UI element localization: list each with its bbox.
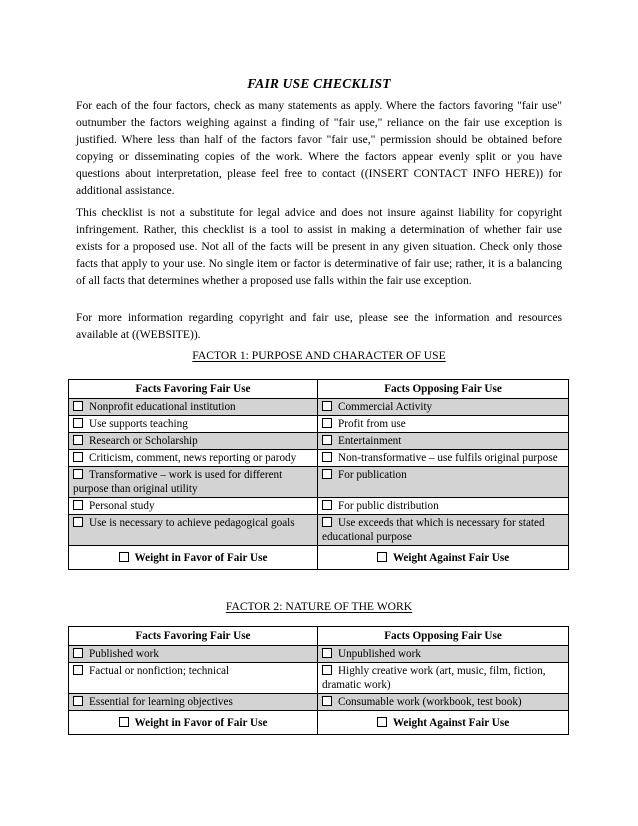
favoring-item[interactable]	[69, 663, 318, 694]
favoring-item[interactable]	[69, 515, 318, 546]
opposing-item[interactable]	[318, 433, 569, 450]
table-row	[69, 663, 569, 694]
opposing-item[interactable]	[318, 450, 569, 467]
favoring-item[interactable]	[69, 450, 318, 467]
favoring-column-header: Facts Favoring Fair Use	[69, 627, 318, 646]
checkbox-icon[interactable]	[73, 469, 83, 479]
item-label: Highly creative work (art, music, film, fiction, dramatic work)	[322, 665, 546, 691]
item-label: Use supports teaching	[89, 418, 188, 430]
checkbox-icon[interactable]	[322, 517, 332, 527]
opposing-item[interactable]	[318, 694, 569, 711]
checkbox-icon[interactable]	[322, 435, 332, 445]
checkbox-icon[interactable]	[73, 517, 83, 527]
checkbox-icon[interactable]	[322, 418, 332, 428]
item-label: Unpublished work	[338, 648, 421, 660]
document-title: FAIR USE CHECKLIST	[247, 76, 391, 91]
item-label: Commercial Activity	[338, 401, 433, 413]
table-header-row	[69, 627, 569, 646]
factor1-heading: FACTOR 1: PURPOSE AND CHARACTER OF USE	[192, 349, 446, 362]
checkbox-icon[interactable]	[73, 696, 83, 706]
item-label: Use is necessary to achieve pedagogical goals	[89, 517, 295, 529]
table-header-row	[69, 380, 569, 399]
item-label: Use exceeds that which is necessary for stated educational purpose	[322, 517, 545, 543]
opposing-item[interactable]	[318, 467, 569, 498]
favoring-item[interactable]	[69, 498, 318, 515]
weight-row	[69, 546, 569, 570]
item-label: Transformative – work is used for different purpose than original utility	[73, 469, 283, 495]
favoring-item[interactable]	[69, 416, 318, 433]
opposing-item[interactable]	[318, 646, 569, 663]
item-label: Entertainment	[338, 435, 402, 447]
opposing-item[interactable]	[318, 399, 569, 416]
table-row	[69, 399, 569, 416]
checkbox-icon[interactable]	[73, 435, 83, 445]
item-label: Essential for learning objectives	[89, 696, 233, 708]
weight-against-cell[interactable]	[318, 546, 569, 570]
item-label: Research or Scholarship	[89, 435, 198, 447]
checkbox-icon[interactable]	[377, 717, 387, 727]
checkbox-icon[interactable]	[322, 665, 332, 675]
favoring-item[interactable]	[69, 467, 318, 498]
factor2-heading: FACTOR 2: NATURE OF THE WORK	[225, 600, 413, 613]
checkbox-icon[interactable]	[322, 648, 332, 658]
weight-against-label: Weight Against Fair Use	[392, 552, 510, 564]
table-row	[69, 646, 569, 663]
checkbox-icon[interactable]	[73, 401, 83, 411]
checkbox-icon[interactable]	[322, 452, 332, 462]
opposing-item[interactable]	[318, 663, 569, 694]
weight-against-label: Weight Against Fair Use	[392, 717, 510, 729]
checkbox-icon[interactable]	[322, 469, 332, 479]
checkbox-icon[interactable]	[73, 500, 83, 510]
table-row	[69, 498, 569, 515]
item-label: Nonprofit educational institution	[89, 401, 236, 413]
item-label: Criticism, comment, news reporting or parody	[89, 452, 297, 464]
factor1-table	[68, 379, 569, 570]
table-row	[69, 694, 569, 711]
table-row	[69, 450, 569, 467]
checkbox-icon[interactable]	[322, 696, 332, 706]
checkbox-icon[interactable]	[377, 552, 387, 562]
checkbox-icon[interactable]	[119, 717, 129, 727]
weight-favor-label: Weight in Favor of Fair Use	[134, 552, 268, 564]
favoring-column-header: Facts Favoring Fair Use	[69, 380, 318, 399]
item-label: For public distribution	[338, 500, 439, 512]
favoring-item[interactable]	[69, 399, 318, 416]
favoring-item[interactable]	[69, 433, 318, 450]
item-label: Factual or nonfiction; technical	[89, 665, 230, 677]
opposing-column-header: Facts Opposing Fair Use	[318, 627, 569, 646]
opposing-item[interactable]	[318, 416, 569, 433]
opposing-column-header: Facts Opposing Fair Use	[318, 380, 569, 399]
opposing-item[interactable]	[318, 498, 569, 515]
item-label: Personal study	[89, 500, 155, 512]
item-label: For publication	[338, 469, 407, 481]
intro-paragraph-3: For more information regarding copyright and fair use, please see the information and resources available at ((WEBSITE)).	[76, 311, 562, 341]
weight-favor-label: Weight in Favor of Fair Use	[134, 717, 268, 729]
checkbox-icon[interactable]	[322, 500, 332, 510]
item-label: Consumable work (workbook, test book)	[338, 696, 522, 708]
favoring-item[interactable]	[69, 694, 318, 711]
checkbox-icon[interactable]	[73, 648, 83, 658]
table-row	[69, 416, 569, 433]
item-label: Profit from use	[338, 418, 406, 430]
intro-paragraph-2: This checklist is not a substitute for legal advice and does not insure against liability for copyright infringement. Rather, this checklist is a tool to assist in making a determination of whether fair use exists for a proposed use. Not all of the facts will be present in any given situation. Check only those facts that apply to your use. No single item or factor is determinative of fair use; rather, it is a balancing of all facts that determines whether a proposed use falls within the fair use exception.	[76, 206, 562, 287]
weight-favor-cell[interactable]	[69, 711, 318, 735]
table-row	[69, 515, 569, 546]
factor2-table	[68, 626, 569, 735]
checkbox-icon[interactable]	[73, 452, 83, 462]
weight-favor-cell[interactable]	[69, 546, 318, 570]
checkbox-icon[interactable]	[73, 665, 83, 675]
favoring-item[interactable]	[69, 646, 318, 663]
weight-row	[69, 711, 569, 735]
checkbox-icon[interactable]	[322, 401, 332, 411]
weight-against-cell[interactable]	[318, 711, 569, 735]
item-label: Non-transformative – use fulfils original purpose	[338, 452, 558, 464]
table-row	[69, 467, 569, 498]
item-label: Published work	[89, 648, 159, 660]
checkbox-icon[interactable]	[119, 552, 129, 562]
opposing-item[interactable]	[318, 515, 569, 546]
intro-paragraph-1: For each of the four factors, check as many statements as apply. Where the factors favoring "fair use" outnumber the factors weighing against a finding of "fair use," reliance on the fair use exception is justified. Where less than half of the factors favor "fair use," permission should be obtained before copying or disseminating copies of the work. Where the factors appear evenly split or you have questions about interpretation, please feel free to contact ((INSERT CONTACT INFO HERE)) for additional assistance.	[76, 99, 562, 197]
checkbox-icon[interactable]	[73, 418, 83, 428]
table-row	[69, 433, 569, 450]
